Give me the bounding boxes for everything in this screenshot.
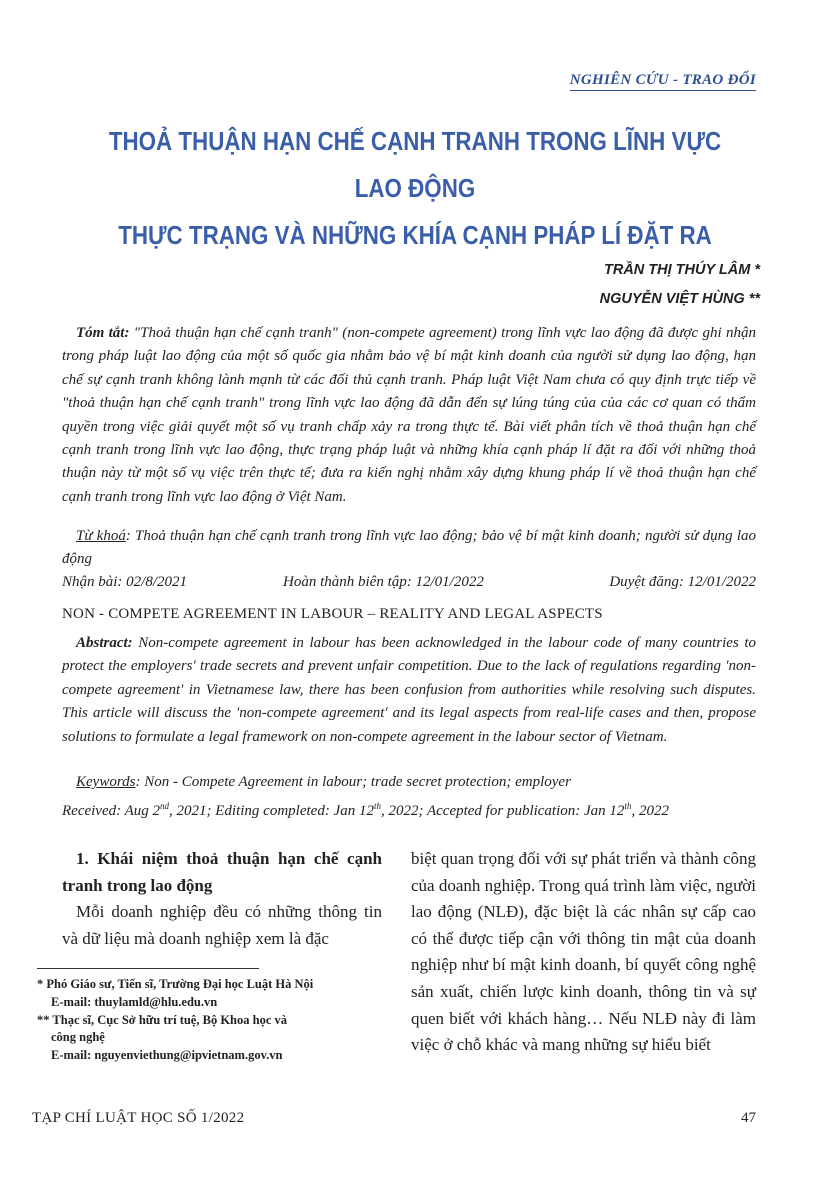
- title-line-2: THỰC TRẠNG VÀ NHỮNG KHÍA CẠNH PHÁP LÍ ĐẶT RA: [118, 220, 712, 250]
- body-paragraph-left: Mỗi doanh nghiệp đều có những thông tin và dữ liệu mà doanh nghiệp xem là đặc: [62, 902, 382, 948]
- received-en-c: , 2022; Accepted for publication: Jan 12: [381, 803, 625, 819]
- abstract-vi: [62, 322, 756, 509]
- journal-footer: TẠP CHÍ LUẬT HỌC SỐ 1/2022: [32, 1110, 245, 1126]
- author-2: NGUYỄN VIỆT HÙNG **: [599, 291, 760, 307]
- footnote-1-email: E-mail: thuylamld@hlu.edu.vn: [51, 994, 218, 1009]
- edited-sup: th: [373, 801, 381, 811]
- received-sup: nd: [160, 801, 170, 811]
- body-column-right: [411, 846, 756, 1059]
- date-edited-vi: Hoàn thành biên tập: 12/01/2022: [283, 574, 484, 590]
- received-en-d: , 2022: [631, 803, 669, 819]
- section-tag: NGHIÊN CỨU - TRAO ĐỔI: [570, 72, 756, 91]
- accepted-sup: th: [624, 801, 632, 811]
- footnote-1: * Phó Giáo sư, Tiến sĩ, Trường Đại học Luật Hà Nội: [37, 977, 314, 991]
- footnote-divider: [37, 968, 259, 969]
- footnote-2-email: E-mail: nguyenviethung@ipvietnam.gov.vn: [51, 1048, 283, 1063]
- date-received-vi: Nhận bài: 02/8/2021: [62, 574, 188, 590]
- keywords-vi-text: : Thoả thuận hạn chế cạnh tranh trong lĩnh vực lao động; bảo vệ bí mật kinh doanh; người sử dụng lao động: [62, 528, 756, 568]
- english-title: NON - COMPETE AGREEMENT IN LABOUR – REALITY AND LEGAL ASPECTS: [62, 606, 603, 622]
- date-accepted-vi: Duyệt đăng: 12/01/2022: [609, 574, 756, 590]
- section-heading: 1. Khái niệm thoả thuận hạn chế cạnh tranh trong lao động: [62, 849, 382, 895]
- abstract-en: [62, 632, 756, 749]
- author-1: TRẦN THỊ THÚY LÂM *: [603, 262, 760, 278]
- keywords-en-text: : Non - Compete Agreement in labour; trade secret protection; employer: [135, 774, 571, 790]
- keywords-en: [62, 771, 756, 794]
- footnote-2: ** Thạc sĩ, Cục Sở hữu trí tuệ, Bộ Khoa học và: [37, 1012, 287, 1027]
- abstract-en-text: Non-compete agreement in labour has been acknowledged in the labour code of many countries to protect the employers' trade secrets and prevent unfair competition. Due to the lack of regulations regarding 'non-compete agreement' in Vietnamese law, there has been confusion from authorities while resolving such disputes. This article will discuss the 'non-compete agreement' and its legal aspects from real-life cases and then, propose solutions to formulate a legal framework on non-compete agreement in the labour sector of Vietnam.: [62, 635, 757, 745]
- body-column-left: [62, 846, 382, 952]
- keywords-en-label: Keywords: [76, 774, 136, 790]
- author-list: [600, 256, 760, 314]
- abstract-vi-label: Tóm tắt:: [76, 325, 130, 341]
- title-line-1: THOẢ THUẬN HẠN CHẾ CẠNH TRANH TRONG LĨNH VỰC LAO ĐỘNG: [108, 126, 722, 203]
- body-paragraph-right: biệt quan trọng đối với sự phát triển và thành công của doanh nghiệp. Trong quá trình làm việc, người lao động (NLĐ), đặc biệt là các nhân sự cấp cao có thể được tiếp cận với thông tin mật của doanh nghiệp như bí mật kinh doanh, bí quyết công nghệ sản xuất, chiến lược kinh doanh, thông tin và sự quen biết với khách hàng… Nếu NLĐ này đi làm việc ở chỗ khác và mang những sự hiểu biết: [411, 849, 756, 1055]
- received-en-a: Received: Aug 2: [62, 803, 161, 819]
- abstract-vi-text: "Thoả thuận hạn chế cạnh tranh" (non-compete agreement) trong lĩnh vực lao động đã được ghi nhận trong pháp luật lao động của một số quốc gia nhằm bảo vệ bí mật kinh doanh của người sử dụng lao động, hạn chế sự cạnh tranh không lành mạnh từ các đối thủ cạnh tranh. Pháp luật Việt Nam chưa có quy định trực tiếp về "thoả thuận hạn chế cạnh tranh" trong lĩnh vực lao động đã dẫn đến sự lúng túng của của các cơ quan có thẩm quyền trong việc giải quyết một số vụ tranh chấp xảy ra trong thực tế. Bài viết phân tích về thoả thuận hạn chế cạnh tranh trong lĩnh vực lao động, thực trạng pháp luật và những khía cạnh pháp lí đặt ra đối với những thoả thuận này từ một số vụ việc trên thực tế; đưa ra kiến nghị nhằm xây dựng khung pháp lí về thoả thuận hạn chế cạnh tranh trong lĩnh vực lao động ở Việt Nam.: [62, 325, 756, 505]
- keywords-vi: [62, 525, 756, 572]
- abstract-en-label: Abstract:: [76, 635, 133, 651]
- received-en-b: , 2021; Editing completed: Jan 12: [169, 803, 374, 819]
- footnotes: [37, 976, 387, 1065]
- footnote-2-cont: công nghệ: [51, 1030, 105, 1045]
- keywords-vi-label: Từ khoá: [76, 528, 126, 544]
- dates-en: [62, 801, 669, 820]
- article-title: [84, 118, 746, 259]
- page-number: 47: [741, 1110, 756, 1126]
